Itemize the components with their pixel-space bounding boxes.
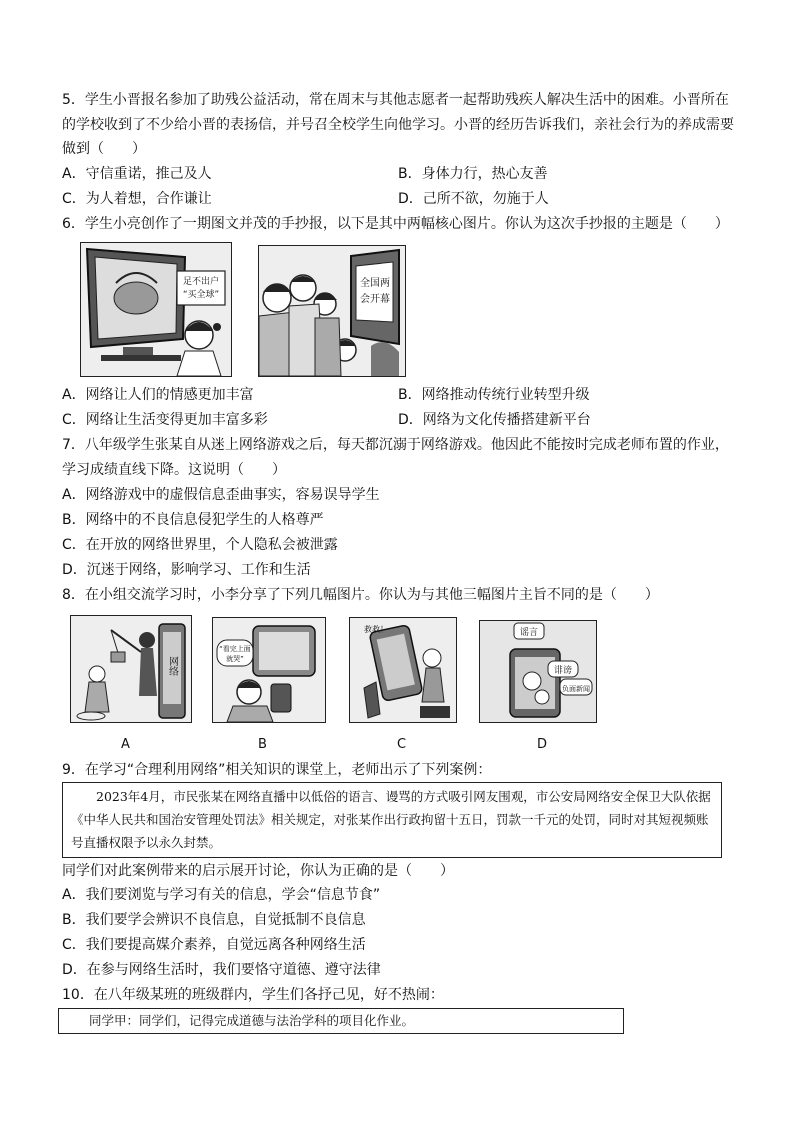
q7-option-a: A．网络游戏中的虚假信息歪曲事实，容易误导学生 [62, 487, 380, 503]
q8-pic-a-text: 网络 [166, 656, 178, 676]
q9-option-a: A．我们要浏览与学习有关的信息，学会“信息节食” [62, 887, 381, 903]
q5-stem-line2: 的学校收到了不少给小晋的表扬信，并号召全校学生向他学习。小晋的经历告诉我们，亲社会行为的养成需要 [62, 117, 734, 133]
q8-label-d: D [537, 737, 548, 752]
q5-stem-line3: 做到（ ） [62, 141, 146, 157]
q8-pic-b-text-line1: “看完上面 [219, 645, 251, 653]
q8-pic-b-text-line2: 就哭” [226, 655, 244, 663]
q8-pic-d-text-1: 谣言 [519, 628, 539, 638]
q6-option-d: D．网络为文化传播搭建新平台 [398, 412, 591, 428]
q8-pic-d-text-3: 负面新闻 [562, 685, 590, 693]
q10-chat-line: 同学甲：同学们，记得完成道德与法治学科的项目化作业。 [89, 1013, 415, 1028]
q6-picture-two-sessions [258, 245, 406, 377]
q9-follow-up: 同学们对此案例带来的启示展开讨论，你认为正确的是（ ） [62, 863, 454, 879]
q5-option-c: C．为人着想，合作谦让 [62, 191, 212, 207]
q6-pic2-sign-line1: 全国两 [360, 278, 390, 289]
q5-option-a: A．守信重诺，推己及人 [62, 166, 212, 182]
q5-stem-line1: 5．学生小晋报名参加了助残公益活动，常在周末与其他志愿者一起帮助残疾人解决生活中的困难。小晋所在 [62, 92, 729, 108]
q8-pic-d-text-2: 诽谤 [553, 666, 573, 676]
q7-stem-line2: 学习成绩直线下降。这说明（ ） [62, 462, 286, 478]
q8-picture-b [212, 617, 326, 723]
q8-stem: 8．在小组交流学习时，小李分享了下列几幅图片。你认为与其他三幅图片主旨不同的是（ ） [62, 587, 659, 603]
q9-option-c: C．我们要提高媒介素养，自觉远离各种网络生活 [62, 937, 366, 953]
q7-option-d: D．沉迷于网络，影响学习、工作和生活 [62, 562, 311, 578]
q8-label-b: B [258, 737, 267, 752]
q6-stem: 6．学生小亮创作了一期图文并茂的手抄报，以下是其中两幅核心图片。你认为这次手抄报的主题是（ ） [62, 216, 729, 232]
q8-label-c: C [397, 737, 407, 752]
q8-pic-c-text: 救救！ [364, 625, 388, 634]
q6-option-a: A．网络让人们的情感更加丰富 [62, 387, 254, 403]
q6-option-c: C．网络让生活变得更加丰富多彩 [62, 412, 268, 428]
q6-pic1-bubble-line1: 足不出户 [182, 277, 220, 287]
q8-picture-d [479, 620, 597, 723]
q9-case-text: 2023年4月，市民张某在网络直播中以低俗的语言、谩骂的方式吸引网友围观，市公安局网络安全保卫大队依据《中华人民共和国治安管理处罚法》相关规定，对张某作出行政拘留十五日，罚款一千元的处罚，同时对其短视频账号直播权限予以永久封禁。 [71, 789, 711, 850]
q10-chat-box [58, 1008, 624, 1034]
q5-option-b: B．身体力行，热心友善 [398, 166, 548, 182]
q7-option-c: C．在开放的网络世界里，个人隐私会被泄露 [62, 537, 338, 553]
q8-picture-c [349, 617, 457, 723]
q7-option-b: B．网络中的不良信息侵犯学生的人格尊严 [62, 512, 324, 528]
q10-stem: 10．在八年级某班的班级群内，学生们各抒己见，好不热闹： [62, 987, 444, 1003]
q9-stem: 9．在学习“合理利用网络”相关知识的课堂上，老师出示了下列案例： [62, 762, 492, 778]
q8-label-a: A [121, 737, 130, 752]
q5-option-d: D．己所不欲，勿施于人 [398, 191, 549, 207]
q7-stem-line1: 7．八年级学生张某自从迷上网络游戏之后，每天都沉溺于网络游戏。他因此不能按时完成老师布置的作业， [62, 437, 729, 453]
q9-case-box [62, 782, 722, 858]
q9-option-d: D．在参与网络生活时，我们要恪守道德、遵守法律 [62, 962, 381, 978]
q6-pic2-sign-line2: 会开幕 [360, 294, 390, 305]
q8-picture-a [70, 615, 192, 723]
q6-option-b: B．网络推动传统行业转型升级 [398, 387, 590, 403]
q9-option-b: B．我们要学会辨识不良信息，自觉抵制不良信息 [62, 912, 366, 928]
q6-picture-online-shopping [80, 242, 232, 377]
q6-pic1-bubble-line2: “买全球” [182, 290, 220, 300]
